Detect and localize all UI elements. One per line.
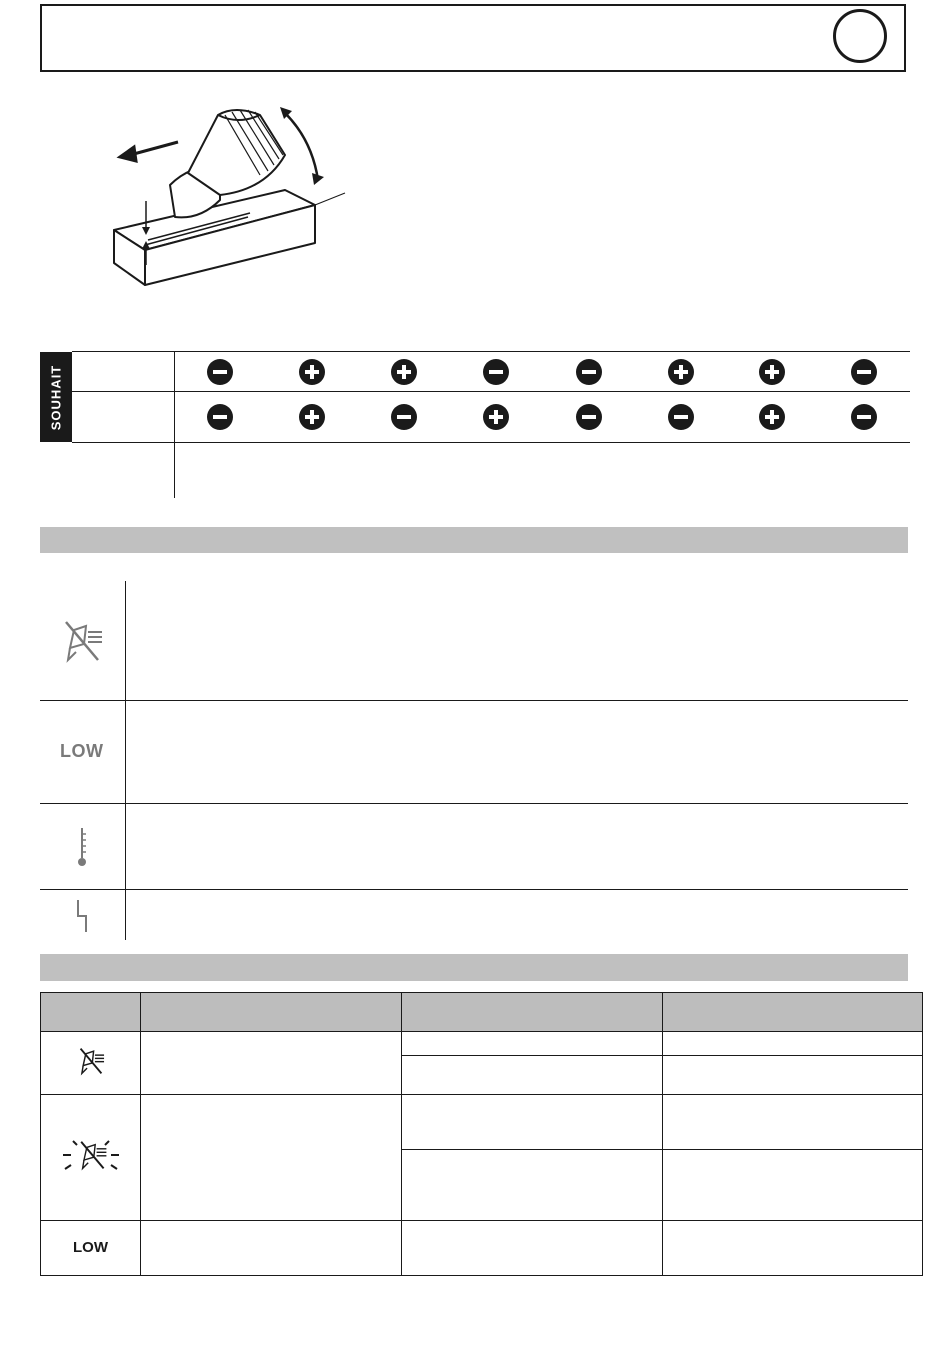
minus-sign-icon (668, 404, 694, 430)
souhait-text: SOUHAIT (48, 364, 64, 430)
header-cell-2 (141, 993, 402, 1032)
table-cell (402, 1221, 663, 1276)
blinking-no-wire-icon (59, 1133, 123, 1177)
table-cell (663, 1150, 923, 1221)
table-row (41, 1221, 923, 1276)
header-cell-3 (402, 993, 663, 1032)
table-icon-cell (41, 1095, 141, 1221)
plus-sign-icon (299, 404, 325, 430)
table-cell (402, 1056, 663, 1095)
table-cell (402, 1032, 663, 1056)
header-cell-4 (663, 993, 923, 1032)
plus-sign-icon (391, 359, 417, 385)
plus-sign-icon (759, 359, 785, 385)
table-cell (141, 1221, 402, 1276)
minus-sign-icon (851, 359, 877, 385)
table-row (41, 1032, 923, 1056)
plus-sign-icon (483, 404, 509, 430)
header-cell-icon (41, 993, 141, 1032)
minus-sign-icon (576, 404, 602, 430)
icon-row-rule-3 (40, 889, 908, 890)
minus-sign-icon (851, 404, 877, 430)
error-table (40, 992, 923, 1276)
table-cell (663, 1032, 923, 1056)
low-label-icon: LOW (60, 741, 104, 761)
table-cell (141, 1032, 402, 1095)
table-icon-cell (41, 1221, 141, 1276)
table-column-divider (174, 351, 175, 498)
table-rule-top (72, 351, 910, 352)
table-rule-middle (72, 391, 910, 392)
section-bar-2 (40, 954, 908, 981)
header-box (40, 4, 906, 72)
table-cell (663, 1095, 923, 1150)
thermometer-icon (74, 826, 90, 868)
table-icon-cell (41, 1032, 141, 1095)
table-row (41, 1095, 923, 1150)
souhait-label (40, 352, 72, 442)
low-label-icon: LOW (73, 1239, 108, 1256)
icon-row-rule-1 (40, 700, 908, 701)
icon-row-rule-2 (40, 803, 908, 804)
switch-contact-icon (74, 898, 90, 934)
no-wire-icon (60, 618, 104, 664)
table-cell (663, 1056, 923, 1095)
no-wire-icon (76, 1046, 106, 1076)
section-bar-1 (40, 527, 908, 553)
minus-sign-icon (576, 359, 602, 385)
table-rule-bottom (72, 442, 910, 443)
plus-sign-icon (759, 404, 785, 430)
torch-angle-illustration-icon (100, 95, 360, 295)
table-cell (402, 1095, 663, 1150)
plus-sign-icon (299, 359, 325, 385)
language-circle-icon (833, 9, 887, 63)
table-cell (402, 1150, 663, 1221)
minus-sign-icon (207, 404, 233, 430)
minus-sign-icon (207, 359, 233, 385)
table-cell (663, 1221, 923, 1276)
minus-sign-icon (391, 404, 417, 430)
error-table-header-row (41, 993, 923, 1032)
table-cell (141, 1095, 402, 1221)
plus-sign-icon (668, 359, 694, 385)
icon-list-divider (125, 581, 126, 940)
minus-sign-icon (483, 359, 509, 385)
